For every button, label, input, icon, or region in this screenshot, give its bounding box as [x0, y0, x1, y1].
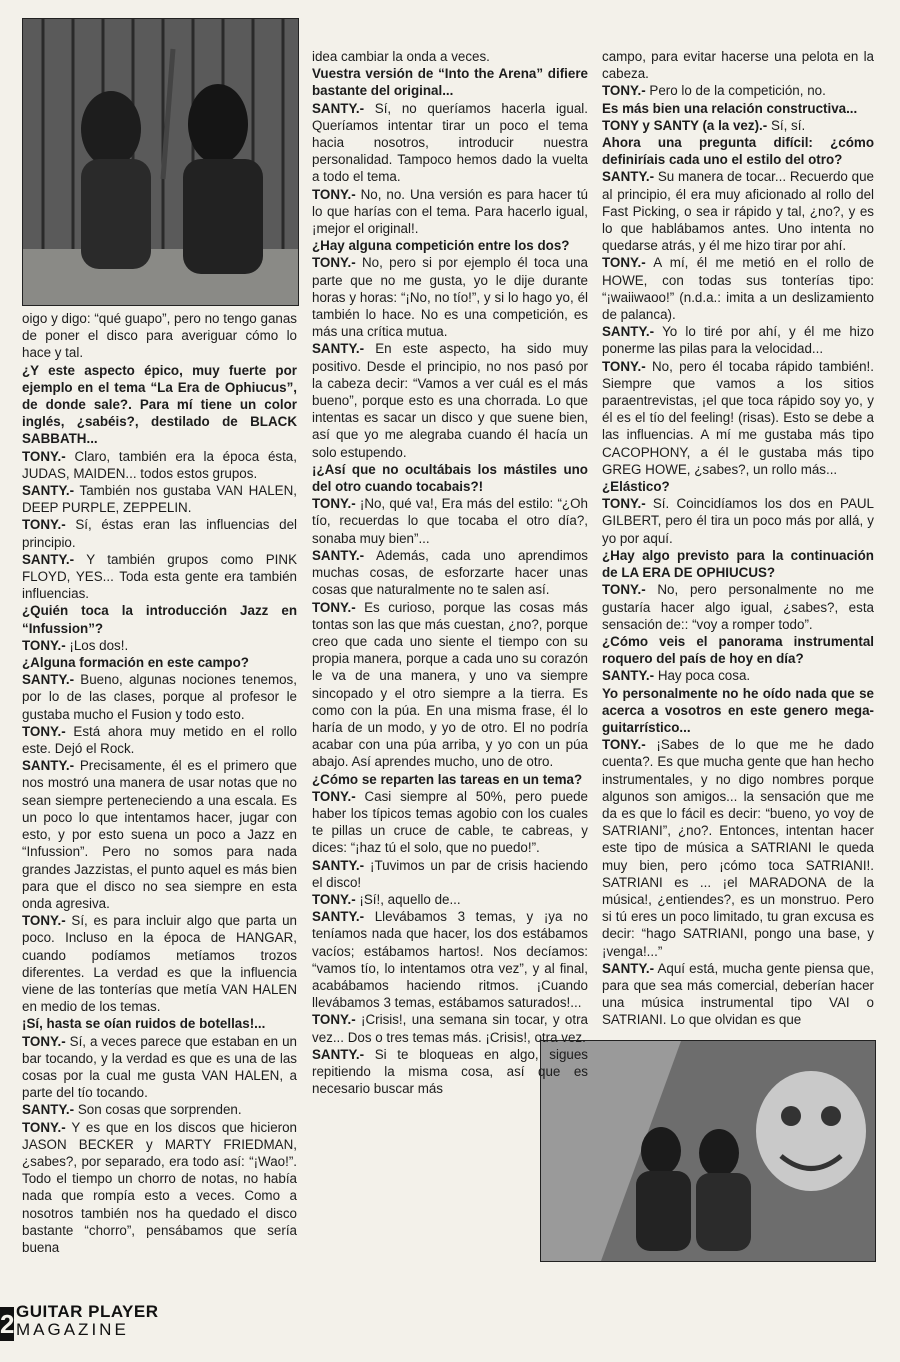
interview-answer [602, 495, 874, 547]
article-paragraph [22, 310, 297, 362]
interview-question [602, 633, 874, 667]
interview-question [22, 1015, 297, 1032]
interview-question [602, 134, 874, 168]
interview-answer [602, 960, 874, 1029]
interview-answer [602, 323, 874, 357]
speaker-label: SANTY.- [22, 1102, 75, 1118]
interview-answer [602, 82, 874, 99]
speaker-label: TONY.- [312, 255, 356, 271]
interview-answer [22, 551, 297, 603]
interview-answer [22, 723, 297, 757]
speaker-label: TONY.- [312, 496, 356, 512]
interview-question [22, 602, 297, 636]
interview-answer [602, 168, 874, 254]
paragraph-text: campo, para evitar hacerse una pelota en la cabeza. [602, 49, 874, 82]
paragraph-text: ¡Sí!, aquello de... [359, 891, 461, 907]
paragraph-text: No, pero él tocaba rápido también!. Siempre que vamos a los sitios paraentrevistas, ¡el que toca rápido soy yo, y él es el tío del feeling! (risas). Esto se debe a las influencias. A mí me gustaba más tipo CACOPHONY, a él le gustaba más tipo GREG HOWE, ¿sabes?, un rollo más... [602, 358, 874, 477]
paragraph-text: ¿Y este aspecto épico, muy fuerte por ejemplo en el tema “La Era de Ophiucus”, de donde sale?. Para mí tiene un color inglés, ¿sabéis?, destilado de BLACK SABBATH... [22, 362, 297, 447]
interview-question [602, 478, 874, 495]
interview-answer [312, 891, 588, 908]
speaker-label: TONY.- [312, 788, 356, 804]
interview-answer [22, 1033, 297, 1102]
speaker-label: SANTY.- [312, 1046, 365, 1062]
interview-answer [312, 495, 588, 547]
article-column-3 [602, 0, 874, 1032]
paragraph-text: Casi siempre al 50%, pero puede haber los típicos temas agobio con los cuales te pillas un cruce de cable, te cabreas, y dices: “¡haz tú el solo, que no puedo!”. [312, 788, 588, 856]
interview-answer [312, 857, 588, 891]
interview-question [22, 362, 297, 448]
paragraph-text: oigo y digo: “qué guapo”, pero no tengo ganas de poner el disco para averiguar cómo lo hace y tal. [22, 311, 297, 361]
paragraph-text: Está ahora muy metido en el rollo este. Dejó el Rock. [22, 723, 297, 757]
paragraph-text: También nos gustaba VAN HALEN, DEEP PURPLE, ZEPPELIN. [22, 483, 297, 516]
speaker-label: TONY.- [22, 913, 66, 929]
paragraph-text: Es curioso, porque las cosas más tontas son las que más cuestan, ¿no?, porque creo que cada uno siente el tiempo con su propia manera, porque a cada uno su corazón le va de una manera, y uno va siempre sincopado y el otro siempre a la tierra. Es como con la púa. En una misma frase, él lo haría de un modo, y yo de otro. El no podría acabar con una púa arriba, y yo con un púa abajo. Así aprendes mucho, uno de otro. [312, 599, 588, 770]
paragraph-text: Hay poca cosa. [657, 668, 751, 684]
speaker-label: SANTY.- [22, 551, 75, 567]
speaker-label: TONY.- [312, 599, 356, 615]
speaker-label: SANTY.- [22, 672, 75, 688]
paragraph-text: Sí, a veces parece que estaban en un bar tocando, y la verdad es que es una de las cosas por la cual me gusta VAN HALEN, a parte del tío tocando. [22, 1033, 297, 1101]
paragraph-text: Llevábamos 3 temas, y ¡ya no teníamos nada que hacer, los dos estábamos vacíos; estábamos hartos!. Nos decíamos: “vamos tío, lo intentamos otra vez”, y al final, acabábamos haciendo ritmos. ¡Cuando llevábamos 3 temas, estábamos saturados!... [312, 909, 588, 1011]
paragraph-text: No, pero si por ejemplo él toca una parte que no me gusta, yo le dije durante horas y horas: “¡No, no tío!”, y si lo hago yo, él también lo hace. No es una competición, es más una crítica mutua. [312, 255, 588, 340]
paragraph-text: Bueno, algunas nociones tenemos, por lo de las clases, porque al profesor le gustaba mucho el Fusion y todo esto. [22, 672, 297, 722]
paragraph-text: Yo lo tiré por ahí, y él me hizo ponerme las pilas para la velocidad... [602, 324, 874, 357]
interview-answer [602, 117, 874, 134]
paragraph-text: ¿Elástico? [602, 479, 670, 495]
paragraph-text: En este aspecto, ha sido muy positivo. Desde el principio, no nos pasó por la cabeza decir: “Vamos a ver cuál es el más bueno”, porque esto es una chorrada. Lo que intentas es sacar un disco y que suene bien, así que yo me alegraba cuando él hacía un solo estupendo. [312, 341, 588, 460]
paragraph-text: ¡Los dos!. [69, 637, 129, 653]
speaker-label: SANTY.- [22, 758, 75, 774]
paragraph-text: Si te bloqueas en algo, sigues repitiendo la misma cosa, así que es necesario buscar más [312, 1046, 588, 1097]
interview-question [602, 685, 874, 737]
speaker-label: TONY.- [602, 358, 646, 374]
paragraph-text: Precisamente, él es el primero que nos mostró una manera de usar notas que no sean siempre perteneciendo a una escala. Es un poco lo que intentamos hacer, jugar con esto, y por esto suena un poco a Jazz en “Infussion”. Pero no somos para nada grandes Jazzistas, el punto aquel es más bien para que el disco no sea siempre en esta onda agresiva. [22, 758, 297, 911]
paragraph-text: No, pero personalmente no me gustaría hacer algo igual, ¿sabes?, esta sensación de:: “voy a romper todo”. [602, 582, 874, 632]
paragraph-text: ¡Tuvimos un par de crisis haciendo el disco! [312, 857, 588, 890]
page-number: 2 [0, 1309, 14, 1339]
speaker-label: SANTY.- [602, 668, 655, 684]
paragraph-text: ¿Cómo se reparten las tareas en un tema? [312, 771, 583, 787]
interview-answer [312, 186, 588, 238]
interview-answer [22, 1119, 297, 1257]
paragraph-text: ¿Alguna formación en este campo? [22, 655, 249, 671]
interview-answer [312, 908, 588, 1011]
paragraph-text: A mí, él me metió en el rollo de HOWE, con todas sus tonterías tipo: “¡waiiwaoo!” (n.d.a.: imita a un deslizamiento de palanca). [602, 255, 874, 323]
interview-answer [602, 254, 874, 323]
paragraph-text: Y también grupos como PINK FLOYD, YES... Toda esta gente era también influencias. [22, 551, 297, 602]
interview-answer [22, 637, 297, 654]
paragraph-text: ¿Quién toca la introducción Jazz en “Infussion”? [22, 603, 297, 636]
paragraph-text: ¡Crisis!, una semana sin tocar, y otra vez... Dos o tres temas más. ¡Crisis!, otra vez. [312, 1012, 588, 1045]
speaker-label: SANTY.- [602, 960, 655, 976]
interview-answer [312, 254, 588, 340]
interview-answer [22, 448, 297, 482]
paragraph-text: Yo personalmente no he oído nada que se acerca a vosotros en este genero mega-guitarrístico... [602, 685, 874, 735]
paragraph-text: Sí, es para incluir algo que parta un poco. Incluso en la época de HANGAR, cuando podíamos metíamos trozos diferentes. La verdad es que la influencia viene de las tonterías que metía VAN HALEN en medio de los temas. [22, 913, 297, 1015]
paragraph-text: Son cosas que sorprenden. [77, 1102, 242, 1118]
paragraph-text: Sí. Coincidíamos los dos en PAUL GILBERT, pero él tira un poco más por allá, y yo por aquí. [602, 496, 874, 546]
speaker-label: TONY.- [22, 723, 66, 739]
photo-guitarists-mural [540, 1040, 876, 1262]
interview-answer [312, 547, 588, 599]
interview-answer [312, 100, 588, 186]
interview-answer [312, 340, 588, 460]
paragraph-text: Sí, sí. [770, 117, 806, 133]
interview-question [602, 100, 874, 117]
speaker-label: TONY.- [312, 891, 356, 907]
interview-answer [22, 912, 297, 1015]
article-column-1 [22, 0, 297, 1300]
interview-answer [22, 757, 297, 912]
paragraph-text: Sí, no queríamos hacerla igual. Queríamos intentar tirar un poco el tema hacia nosotros, introducir nuestra personalidad. Tampoco hemos dado la vuelta a todo el tema. [312, 100, 588, 185]
paragraph-text: ¿Hay alguna competición entre los dos? [312, 238, 570, 254]
speaker-label: TONY.- [22, 1033, 66, 1049]
magazine-name: GUITAR PLAYER [16, 1302, 159, 1321]
interview-question [602, 547, 874, 581]
paragraph-text: ¡¿Así que no ocultábais los mástiles uno del otro cuando tocabais?! [312, 461, 588, 495]
speaker-label: SANTY.- [312, 857, 365, 873]
speaker-label: SANTY.- [22, 483, 75, 499]
speaker-label: TONY.- [22, 1119, 66, 1135]
speaker-label: SANTY.- [602, 324, 655, 340]
interview-question [312, 461, 588, 495]
speaker-label: TONY.- [602, 255, 646, 271]
paragraph-text: ¡No, qué va!, Era más del estilo: “¿Oh tío, recuerdas lo que tocaba el otro día?, sonaba muy bien”... [312, 496, 588, 546]
interview-answer [602, 736, 874, 960]
speaker-label: TONY.- [22, 448, 66, 464]
paragraph-text: No, no. Una versión es para hacer tú lo que harías con el tema. Para hacerlo igual, ¡mejor el original!. [312, 186, 588, 237]
speaker-label: TONY.- [602, 582, 646, 598]
paragraph-text: Pero lo de la competición, no. [649, 83, 826, 99]
speaker-label: TONY.- [312, 186, 356, 202]
speaker-label: TONY.- [602, 737, 646, 753]
speaker-label: SANTY.- [312, 547, 365, 563]
article-paragraph [602, 48, 874, 82]
speaker-label: SANTY.- [602, 169, 655, 185]
interview-question [312, 237, 588, 254]
interview-answer [312, 1046, 588, 1098]
paragraph-text: ¡Sabes de lo que me he dado cuenta?. Es que mucha gente que han hecho instrumentales, y no digo nombres porque algunos son amigos... la sensación que me da es que lo fácil es decir: “bueno, yo voy de SATRIANI”, ¿no?. Entonces, intentan hacer este tipo de música a SATRIANI le queda muy bien, pero ¡cómo toca SATRIANI!. SATRIANI es ... ¡el MARADONA de la música!, ¿entiendes?, es un monstruo. Pero si tú eres un poco limitado, tu gran excusa es decir: “hago SATRIANI, pongo una base, y ¡venga!...” [602, 737, 874, 959]
interview-answer [312, 599, 588, 771]
interview-answer [602, 358, 874, 478]
speaker-label: TONY.- [602, 83, 646, 99]
interview-answer [22, 482, 297, 516]
speaker-label: TONY y SANTY (a la vez).- [602, 117, 768, 133]
paragraph-text: ¿Cómo veis el panorama instrumental roquero del país de hoy en día? [602, 633, 874, 667]
paragraph-text: Vuestra versión de “Into the Arena” difiere bastante del original... [312, 66, 588, 99]
paragraph-text: ¡Sí, hasta se oían ruidos de botellas!... [22, 1016, 266, 1032]
article-column-2 [312, 0, 588, 1300]
speaker-label: SANTY.- [312, 909, 365, 925]
interview-answer [22, 671, 297, 723]
magazine-name-sub: MAGAZINE [16, 1320, 129, 1339]
paragraph-text: Además, cada uno aprendimos muchas cosas, de esforzarte hacer unas cosas que naturalmente no te salen así. [312, 547, 588, 598]
speaker-label: SANTY.- [312, 100, 365, 116]
interview-answer [602, 581, 874, 633]
interview-question [312, 771, 588, 788]
paragraph-text: Su manera de tocar... Recuerdo que al principio, él era muy aficionado al rollo del Fast Picking, o sea ir rápido y tal, ¿no?, y es lo que hablábamos antes. Uno intenta no quedarse atrás, y él me hizo tirar por ahí. [602, 169, 874, 254]
interview-question [312, 65, 588, 99]
speaker-label: TONY.- [22, 637, 66, 653]
paragraph-text: Aquí está, mucha gente piensa que, para que sea más comercial, deberían hacer una música instrumental tipo VAI o SATRIANI. Lo que olvidan es que [602, 960, 874, 1028]
interview-question [22, 654, 297, 671]
paragraph-text: Claro, también era la época ésta, JUDAS, MAIDEN... todos estos grupos. [22, 448, 297, 481]
paragraph-text: idea cambiar la onda a veces. [312, 49, 490, 64]
paragraph-text: Y es que en los discos que hicieron JASON BECKER y MARTY FRIEDMAN, ¿sabes?, por separado, era todo así: “¡Wao!”. Todo el tiempo un chorro de notas, no había nada que rompía esto a veces. Como a nosotros también nos ha quedado el disco bastante “chorro”, pensábamos que sería buena [22, 1119, 297, 1255]
interview-answer [602, 667, 874, 684]
interview-answer [22, 1101, 297, 1118]
interview-answer [312, 788, 588, 857]
speaker-label: TONY.- [602, 496, 646, 512]
paragraph-text: ¿Hay algo previsto para la continuación de LA ERA DE OPHIUCUS? [602, 547, 874, 581]
interview-answer [22, 516, 297, 550]
article-paragraph [312, 48, 588, 65]
interview-answer [312, 1011, 588, 1045]
paragraph-text: Sí, éstas eran las influencias del principio. [22, 517, 297, 550]
speaker-label: SANTY.- [312, 341, 365, 357]
paragraph-text: Ahora una pregunta difícil: ¿cómo definiríais cada uno el estilo del otro? [602, 135, 874, 168]
paragraph-text: Es más bien una relación constructiva... [602, 100, 858, 116]
speaker-label: TONY.- [312, 1012, 356, 1028]
speaker-label: TONY.- [22, 517, 66, 533]
